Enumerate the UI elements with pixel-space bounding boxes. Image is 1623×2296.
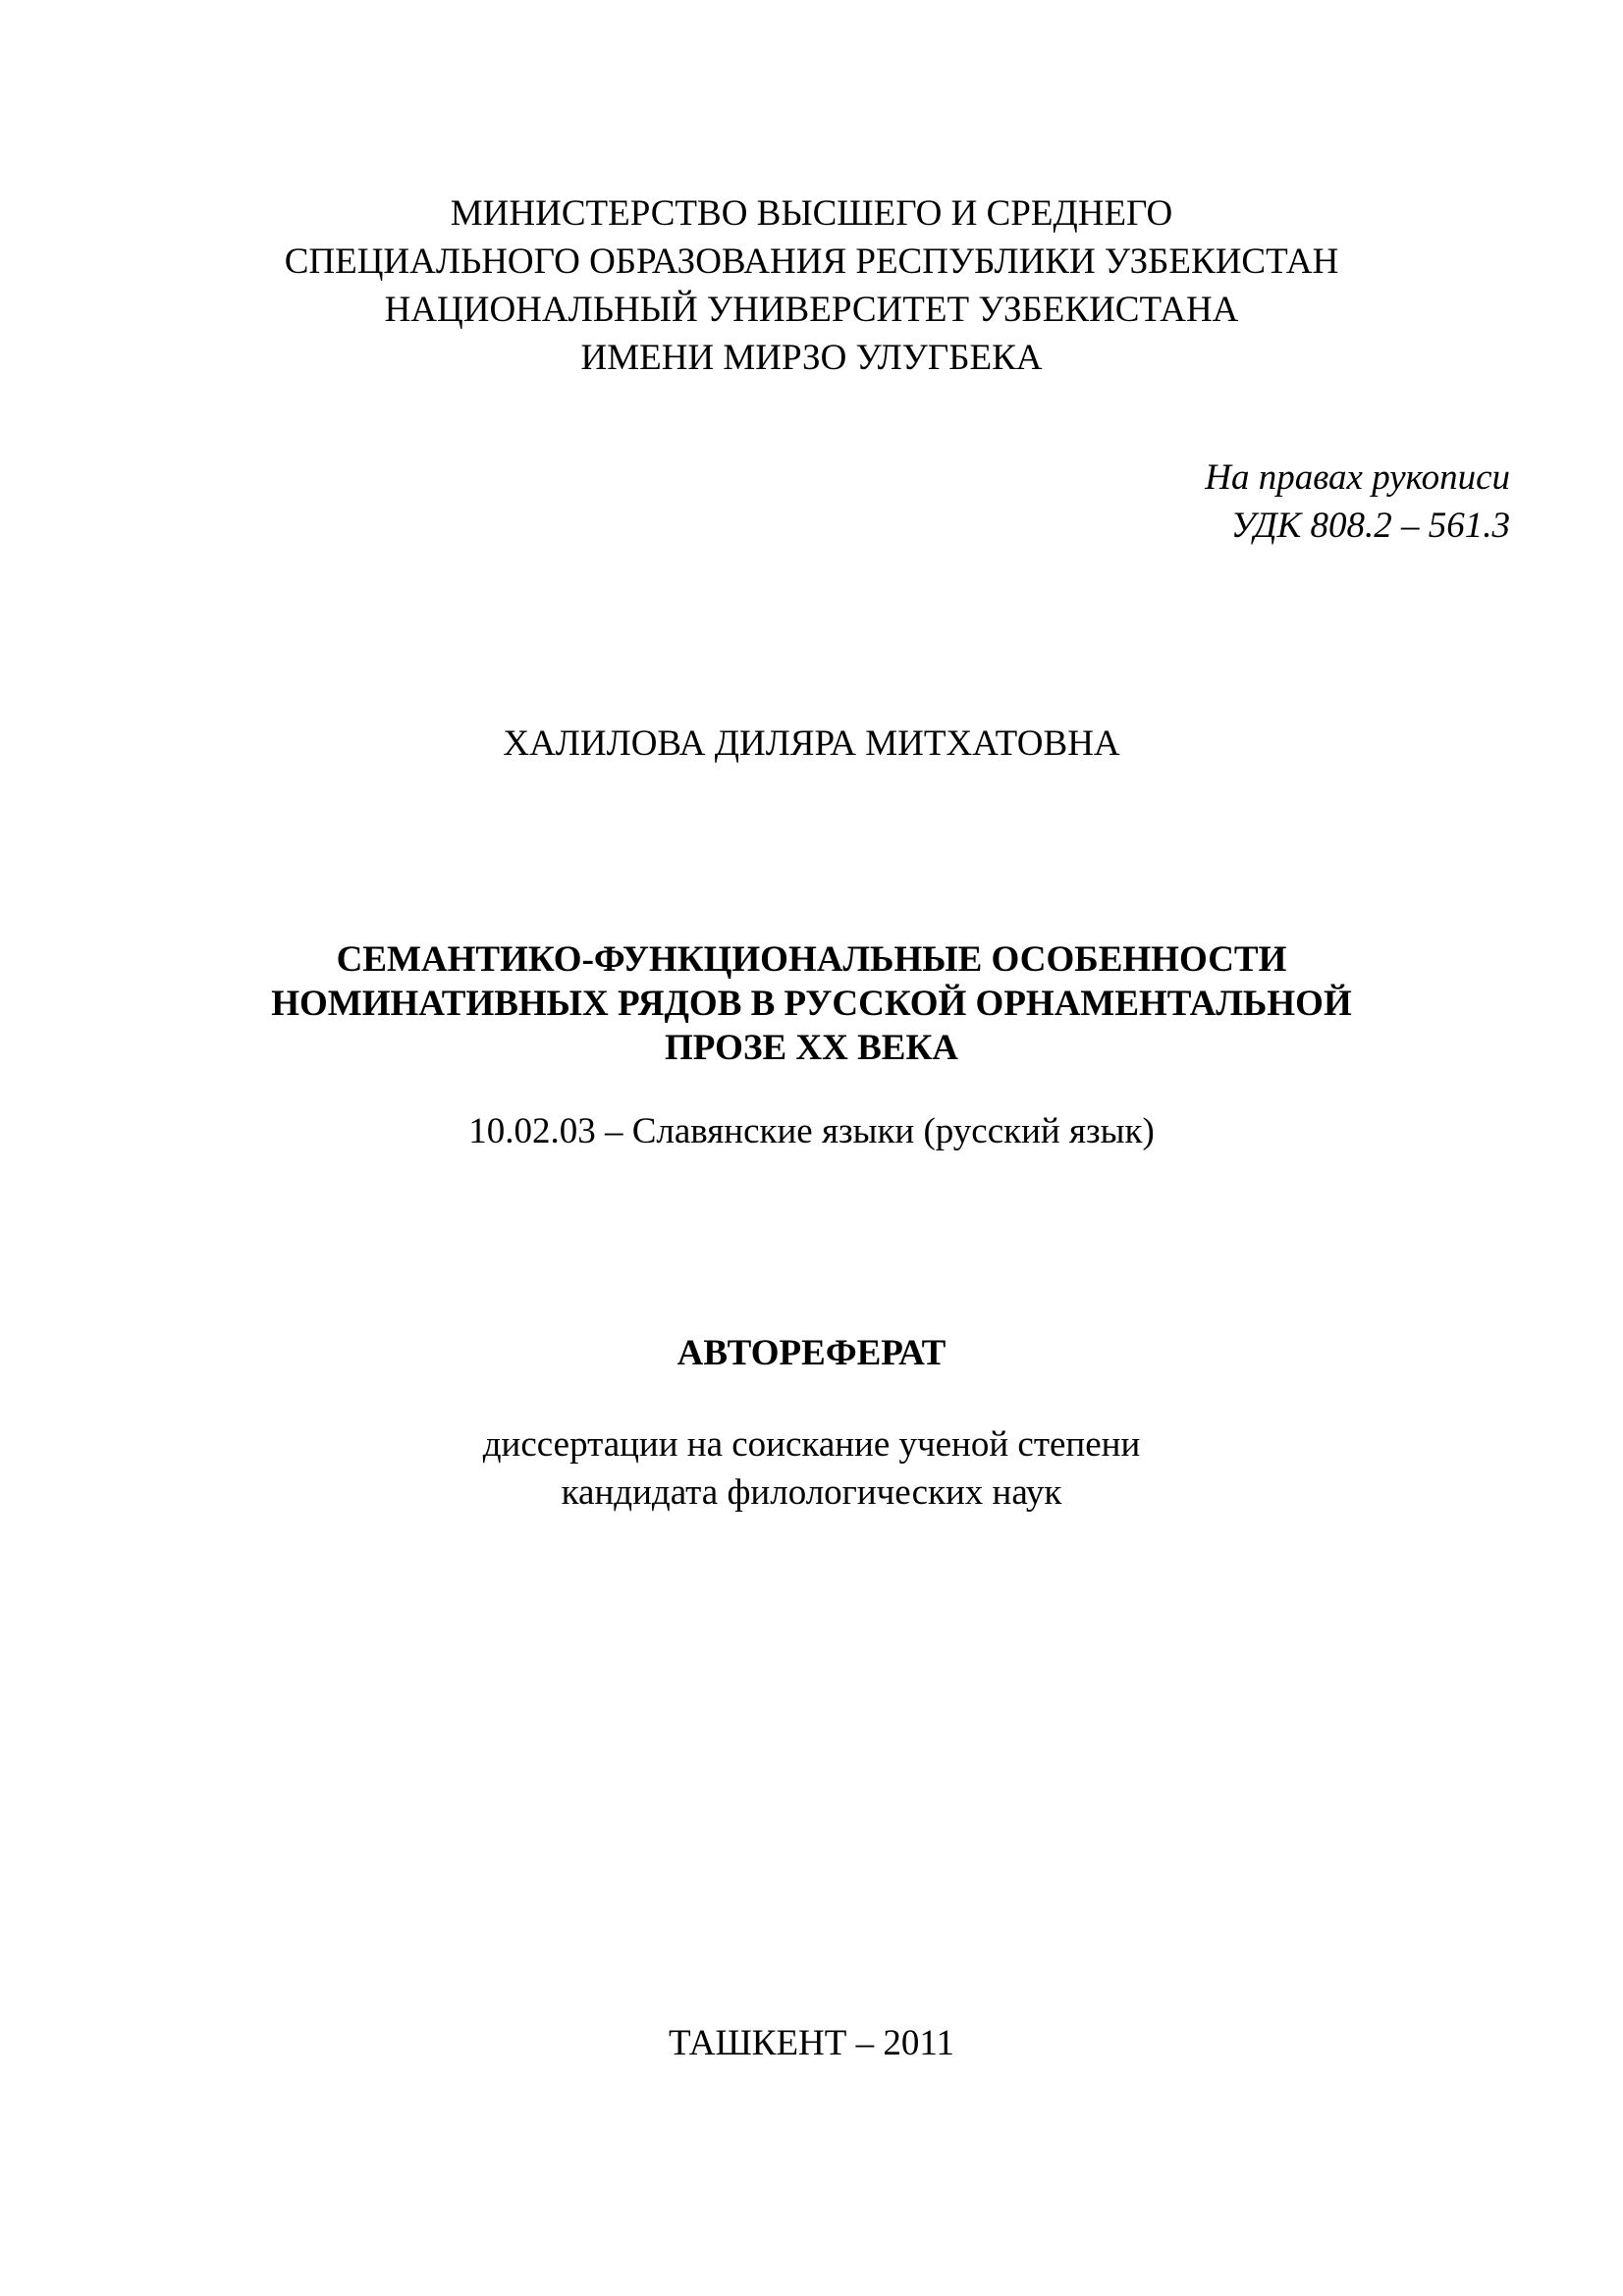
author-name-text: ХАЛИЛОВА ДИЛЯРА МИТХАТОВНА [503,723,1120,764]
ministry-header [0,189,1623,382]
manuscript-rights-block [1205,454,1510,550]
degree-line-1: диссертации на соискание ученой степени [482,1424,1141,1465]
dissertation-title [0,937,1623,1070]
document-type [0,1329,1623,1377]
city-year-footer [0,2019,1623,2067]
author-name [0,720,1623,768]
specialty-text: 10.02.03 – Славянские языки (русский язык) [468,1111,1155,1151]
specialty-code [0,1107,1623,1155]
manuscript-rights-label: На правах рукописи [1205,457,1510,498]
ministry-line-3: НАЦИОНАЛЬНЫЙ УНИВЕРСИТЕТ УЗБЕКИСТАНА [384,290,1239,330]
document-type-text: АВТОРЕФЕРАТ [676,1333,947,1373]
city-year-text: ТАШКЕНТ – 2011 [668,2023,955,2063]
ministry-line-1: МИНИСТЕРСТВО ВЫСШЕГО И СРЕДНЕГО [450,193,1173,234]
ministry-line-4: ИМЕНИ МИРЗО УЛУГБЕКА [580,338,1043,378]
title-line-1: СЕМАНТИКО-ФУНКЦИОНАЛЬНЫЕ ОСОБЕННОСТИ [336,939,1287,980]
degree-line-2: кандидата филологических наук [561,1472,1062,1513]
ministry-line-2: СПЕЦИАЛЬНОГО ОБРАЗОВАНИЯ РЕСПУБЛИКИ УЗБЕКИСТАН [284,241,1339,282]
title-line-3: ПРОЗЕ XX ВЕКА [665,1028,958,1068]
degree-description [0,1420,1623,1517]
udc-code: УДК 808.2 – 561.3 [1230,506,1510,546]
title-line-2: НОМИНАТИВНЫХ РЯДОВ В РУССКОЙ ОРНАМЕНТАЛЬНОЙ [271,984,1352,1024]
